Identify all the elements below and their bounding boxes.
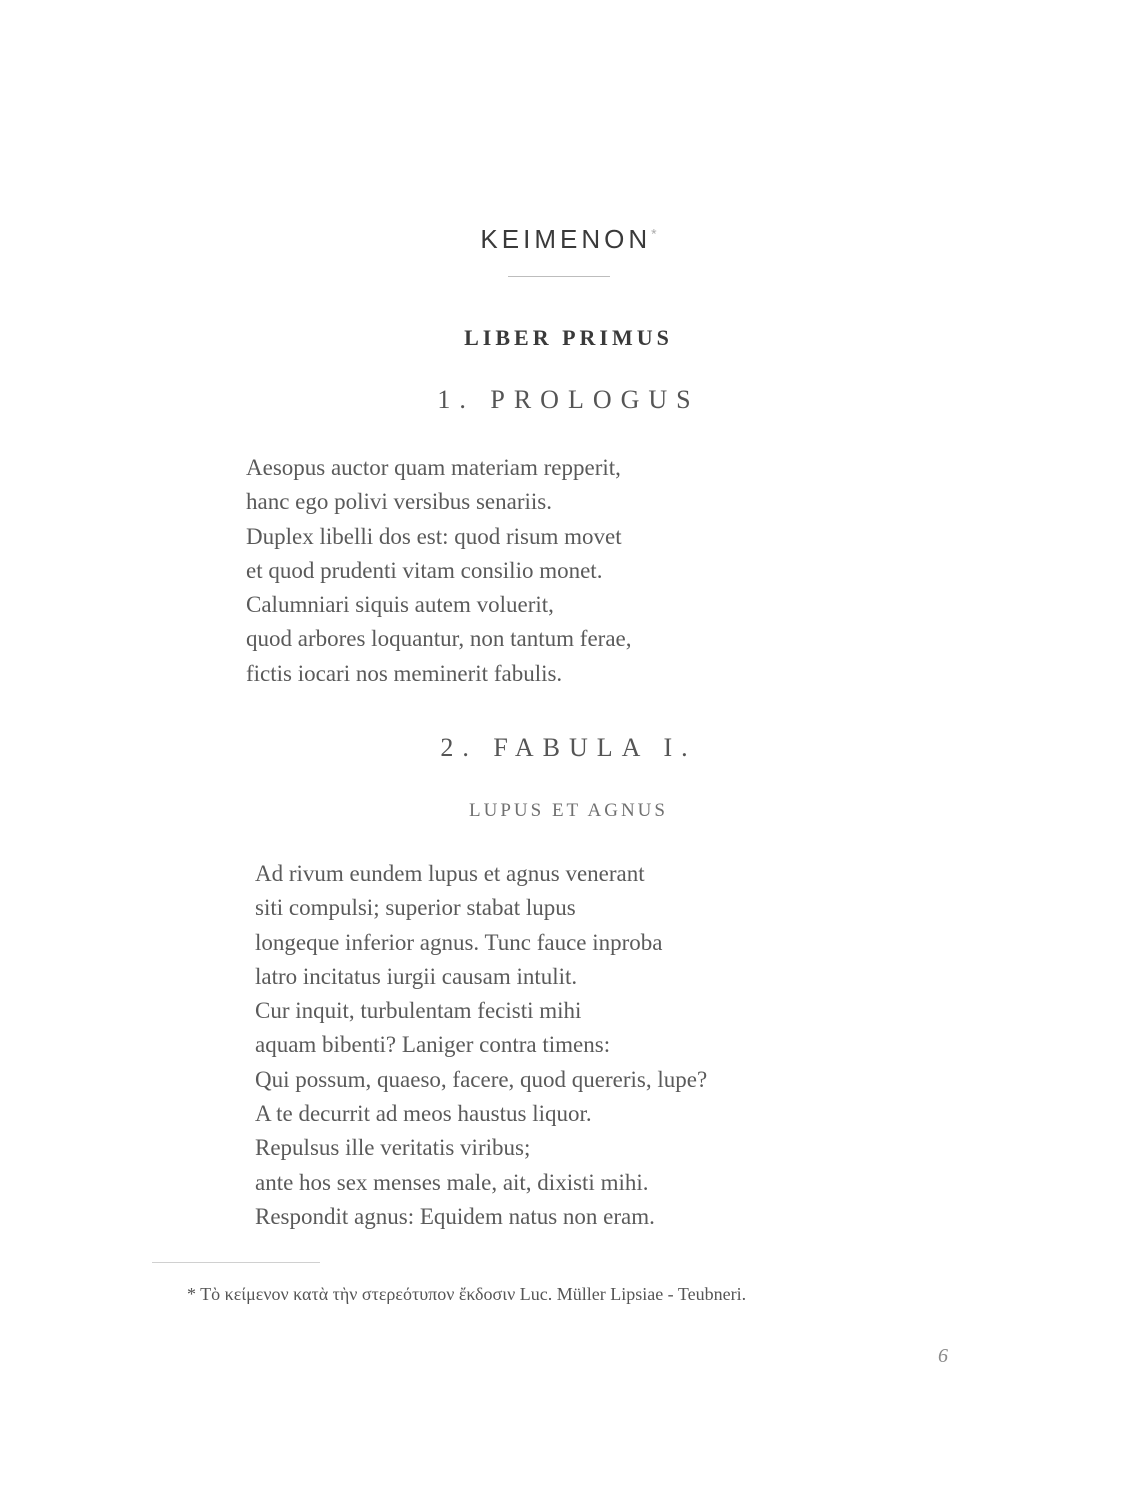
verse-line: Calumniari siquis autem voluerit, [246,592,554,618]
verse-line: siti compulsi; superior stabat lupus [255,895,576,921]
verse-line: A te decurrit ad meos haustus liquor. [255,1101,592,1127]
footnote: * Τὸ κείμενον κατὰ τὴν στερεότυπον ἔκδοσιν Luc. Müller Lipsiae - Teubneri. [187,1284,747,1304]
verse-line: latro incitatus iurgii causam intulit. [255,963,578,989]
verse-line: Aesopus auctor quam materiam repperit, [246,455,621,480]
verse-line: fictis iocari nos meminerit fabulis. [246,660,563,686]
verse-line: Repulsus ille veritatis viribus; [255,1135,531,1161]
verse-line: Duplex libelli dos est: quod risum movet [246,523,622,549]
verse-line: hanc ego polivi versibus senariis. [246,489,552,515]
prologus-verse [246,451,632,691]
verse-line: ante hos sex menses male, ait, dixisti mihi. [255,1169,649,1195]
footnote-divider [152,1262,320,1263]
main-title-text: KEIMENON [480,224,652,254]
fabula-verse [255,857,707,1234]
verse-line: quod arbores loquantur, non tantum ferae, [246,626,632,652]
verse-line: et quod prudenti vitam consilio monet. [246,557,603,583]
verse-line: Respondit agnus: Equidem natus non eram. [255,1203,655,1229]
book-title: LIBER PRIMUS [464,325,673,350]
page-number: 6 [938,1345,948,1367]
fabula-subtitle: LUPUS ET AGNUS [469,800,668,821]
footnote-marker: * [651,225,657,242]
verse-line: aquam bibenti? Laniger contra timens: [255,1032,611,1058]
verse-line: Cur inquit, turbulentam fecisti mihi [255,998,582,1024]
verse-line: Qui possum, quaeso, facere, quod quereris, lupe? [255,1066,708,1092]
prologus-heading: 1. PROLOGUS [437,385,700,414]
title-divider [508,276,610,277]
verse-line: longeque inferior agnus. Tunc fauce inproba [255,929,663,955]
main-title [0,224,1137,255]
verse-line: Ad rivum eundem lupus et agnus venerant [255,861,645,886]
fabula-heading: 2. FABULA I. [440,733,697,762]
